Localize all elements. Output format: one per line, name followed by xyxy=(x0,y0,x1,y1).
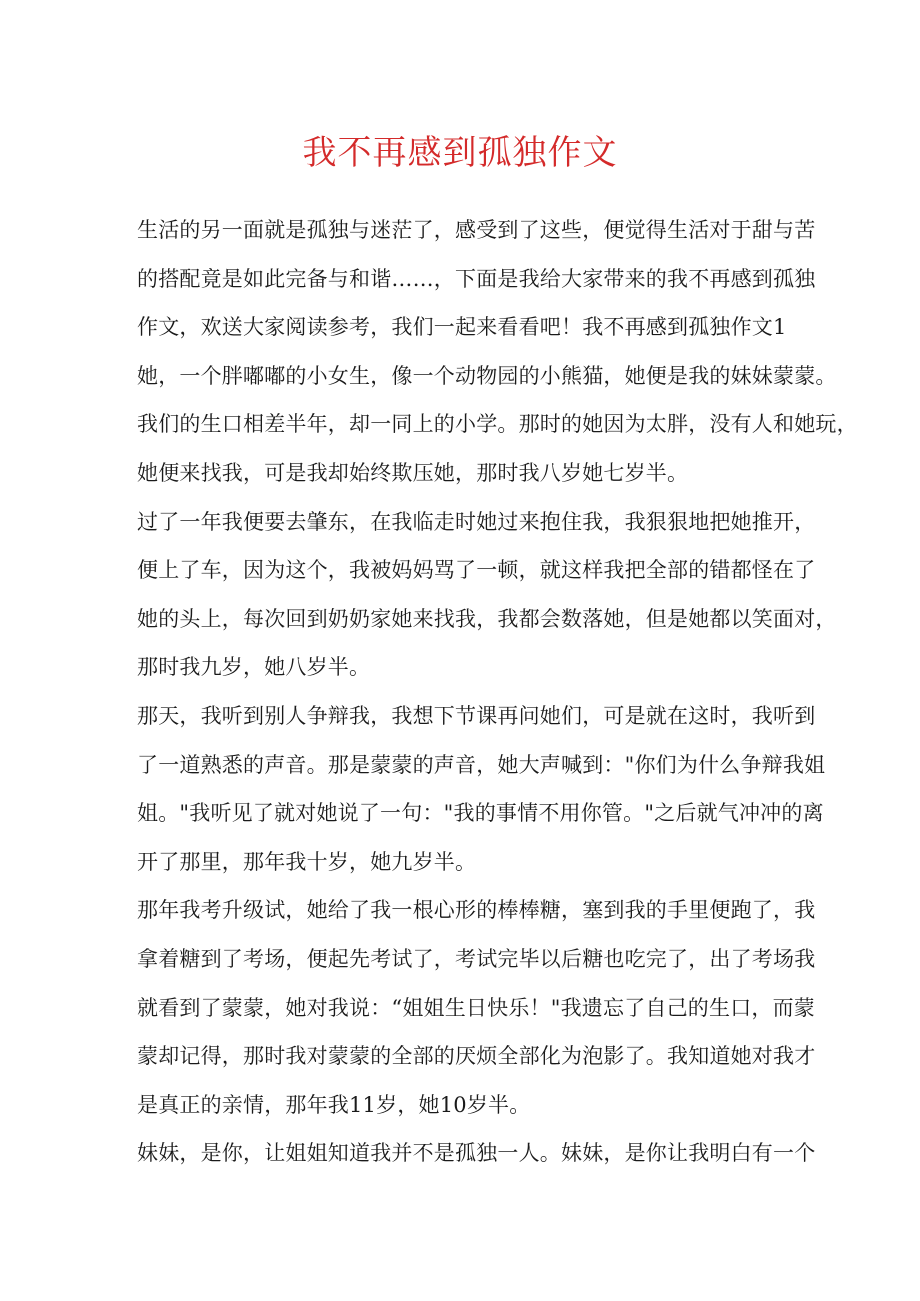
body-line: 她的头上，每次回到奶奶家她来找我，我都会数落她，但是她都以笑面对， xyxy=(137,606,837,631)
body-line: 就看到了蒙蒙，她对我说：“姐姐生日快乐！"我遗忘了自己的生口，而蒙 xyxy=(137,995,815,1020)
body-line: 她，一个胖嘟嘟的小女生，像一个动物园的小熊猫，她便是我的妹妹蒙蒙。 xyxy=(137,363,837,388)
body-line: 我们的生口相差半年，却一同上的小学。那时的她因为太胖，没有人和她玩， xyxy=(137,412,858,437)
body-line: 蒙却记得，那时我对蒙蒙的全部的厌烦全部化为泡影了。我知道她对我才 xyxy=(137,1044,816,1069)
body-line: 那时我九岁，她八岁半。 xyxy=(137,655,371,680)
body-line: 便上了车，因为这个，我被妈妈骂了一顿，就这样我把全部的错都怪在了 xyxy=(137,558,816,583)
body-line: 那年我考升级试，她给了我一根心形的棒棒糖，塞到我的手里便跑了，我 xyxy=(137,898,816,923)
body-line: 是真正的亲情，那年我11岁，她10岁半。 xyxy=(137,1092,531,1117)
body-line: 她便来找我，可是我却始终欺压她，那时我八岁她七岁半。 xyxy=(137,460,689,485)
body-line: 开了那里，那年我十岁，她九岁半。 xyxy=(137,849,477,874)
body-line: 拿着糖到了考场，便起先考试了，考试完毕以后糖也吃完了，出了考场我 xyxy=(137,946,816,971)
body-line: 那天，我听到别人争辩我，我想下节课再问她们，可是就在这时，我听到 xyxy=(137,703,816,728)
body-line: 过了一年我便要去肇东，在我临走时她过来抱住我，我狠狠地把她推开， xyxy=(137,509,816,534)
body-line: 的搭配竟是如此完备与和谐……，下面是我给大家带来的我不再感到孤独 xyxy=(137,266,816,291)
body-line: 了一道熟悉的声音。那是蒙蒙的声音，她大声喊到："你们为什么争辩我姐 xyxy=(137,752,826,777)
document-body xyxy=(137,206,858,1178)
body-line: 生活的另一面就是孤独与迷茫了，感受到了这些，便觉得生活对于甜与苦 xyxy=(137,218,816,242)
body-line: 妹妹，是你，让姐姐知道我并不是孤独一人。妹妹，是你让我明白有一个 xyxy=(137,1141,816,1166)
body-line: 作文，欢送大家阅读参考，我们一起来看看吧！我不再感到孤独作文1 xyxy=(137,315,787,340)
body-line: 姐。"我听见了就对她说了一句："我的事情不用你管。"之后就气冲冲的离 xyxy=(137,801,824,826)
document-title: 我不再感到孤独作文 xyxy=(302,133,618,173)
